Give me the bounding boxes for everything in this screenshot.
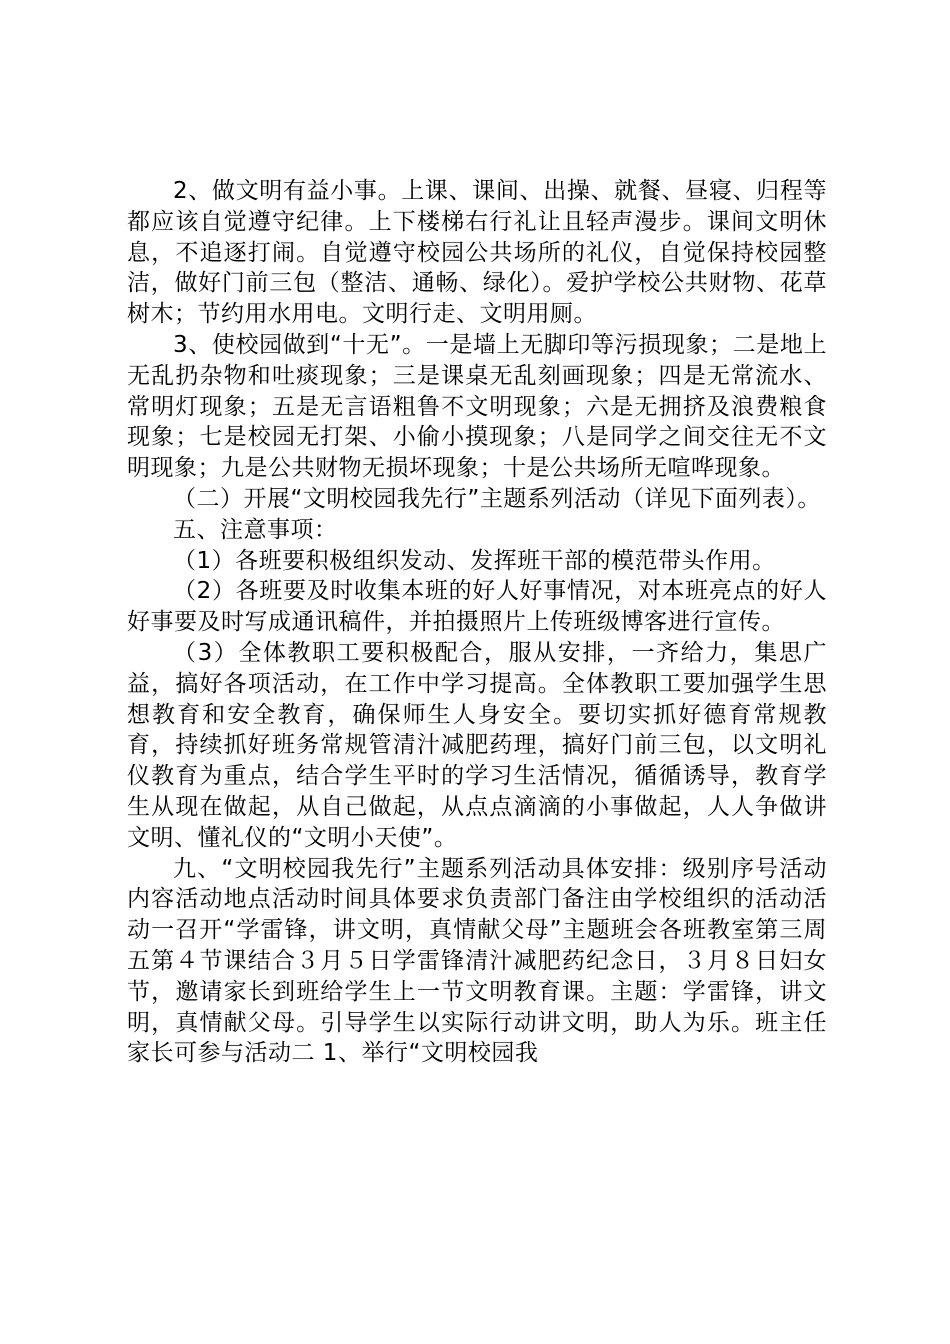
note-item-2: （2）各班要及时收集本班的好人好事情况，对本班亮点的好人好事要及时写成通讯稿件，并拍摄照片上传班级博客进行宣传。: [127, 578, 827, 636]
paragraph-item-3-ten-nos: 3、使校园做到“十无”。一是墙上无脚印等污损现象；二是地上无乱扔杂物和吐痰现象；三是课桌无乱刻画现象；四是无常流水、常明灯现象；五是无言语粗鲁不文明现象；六是无拥挤及浪费粮食现象；七是校园无打架、小偷小摸现象；八是同学之间交往无不文明现象；九是公共财物无损坏现象；十是公共场所无喧哗现象。: [127, 331, 827, 482]
document-body: [127, 176, 827, 1069]
note-item-3: （3）全体教职工要积极配合，服从安排，一齐给力，集思广益，搞好各项活动，在工作中学习提高。全体教职工要加强学生思想教育和安全教育，确保师生人身安全。要切实抓好德育常规教育，持续抓好班务常规管清汁减肥药理，搞好门前三包，以文明礼仪教育为重点，结合学生平时的学习生活情况，循循诱导，教育学生从现在做起，从自己做起，从点点滴滴的小事做起，人人争做讲文明、懂礼仪的“文明小天使”。: [127, 639, 827, 851]
section-heading-notes: 五、注意事项：: [173, 516, 338, 543]
paragraph-activity-schedule: 九、“文明校园我先行”主题系列活动具体安排：级别序号活动内容活动地点活动时间具体要求负责部门备注由学校组织的活动活动一召开“学雷锋，讲文明，真情献父母”主题班会各班教室第三周五第４节课结合３月５日学雷锋清汁减肥药纪念日，３月８日妇女节，邀请家长到班给学生上一节文明教育课。主题：学雷锋，讲文明，真情献父母。引导学生以实际行动讲文明，助人为乐。班主任家长可参与活动二 1、举行“文明校园我: [127, 855, 827, 1067]
paragraph-theme-activities: （二）开展“文明校园我先行”主题系列活动（详见下面列表）。: [173, 485, 821, 512]
note-item-1: （1）各班要积极组织发动、发挥班干部的模范带头作用。: [173, 547, 776, 574]
paragraph-item-2-civility: 2、做文明有益小事。上课、课间、出操、就餐、昼寝、归程等都应该自觉遵守纪律。上下楼梯右行礼让且轻声漫步。课间文明休息，不追逐打闹。自觉遵守校园公共场所的礼仪，自觉保持校园整洁，做好门前三包（整洁、通畅、绿化）。爱护学校公共财物、花草树木；节约用水用电。文明行走、文明用厕。: [127, 178, 827, 328]
